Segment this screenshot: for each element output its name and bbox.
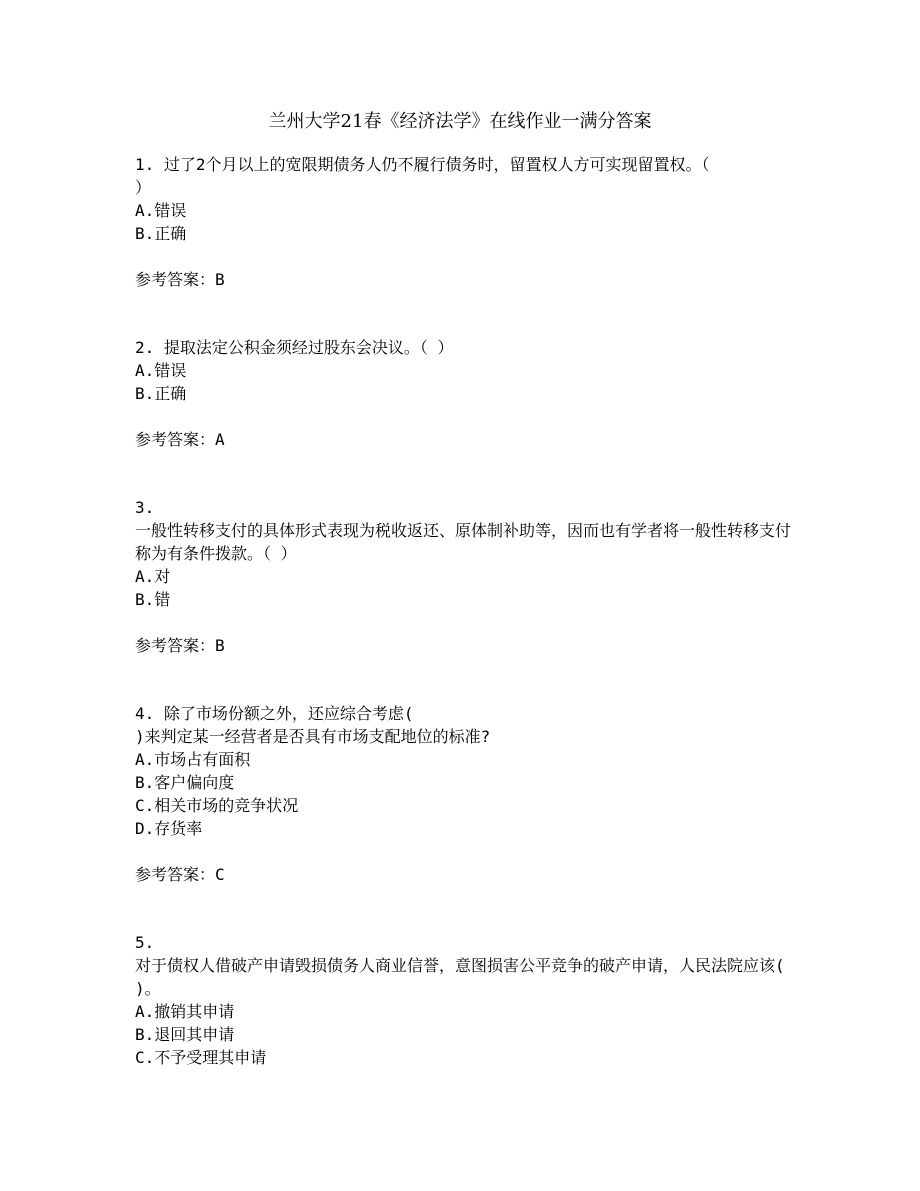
document-title: 兰州大学21春《经济法学》在线作业一满分答案 — [268, 111, 652, 132]
question-text: 1. 过了2个月以上的宽限期债务人仍不履行债务时，留置权人方可实现留置权。（ ） — [135, 155, 710, 197]
spacer — [135, 291, 795, 336]
reference-answer: 参考答案：B — [135, 270, 225, 289]
question-2 — [135, 336, 795, 451]
option-d: D.存货率 — [135, 819, 203, 838]
option-b: B.错 — [135, 590, 171, 609]
question-4 — [135, 702, 795, 886]
question-3 — [135, 496, 795, 657]
option-b: B.正确 — [135, 384, 187, 403]
spacer — [135, 657, 795, 702]
question-text: 2. 提取法定公积金须经过股东会决议。（ ） — [135, 338, 454, 357]
option-a: A.错误 — [135, 361, 187, 380]
reference-answer: 参考答案：A — [135, 430, 225, 449]
option-a: A.撤销其申请 — [135, 1002, 235, 1021]
question-text: 3. 一般性转移支付的具体形式表现为税收返还、原体制补助等，因而也有学者将一般性转移支付称为有条件拨款。（ ） — [135, 498, 792, 563]
question-text: 4. 除了市场份额之外，还应综合考虑( )来判定某一经营者是否具有市场支配地位的标准? — [135, 704, 491, 746]
option-b: B.正确 — [135, 224, 187, 243]
option-a: A.市场占有面积 — [135, 750, 251, 769]
reference-answer: 参考答案：C — [135, 865, 225, 884]
option-b: B.退回其申请 — [135, 1025, 235, 1044]
question-1 — [135, 153, 795, 291]
spacer — [135, 886, 795, 931]
option-a: A.错误 — [135, 201, 187, 220]
option-c: C.不予受理其申请 — [135, 1048, 267, 1067]
option-c: C.相关市场的竞争状况 — [135, 796, 299, 815]
spacer — [135, 451, 795, 496]
question-text: 5. 对于债权人借破产申请毁损债务人商业信誉，意图损害公平竞争的破产申请，人民法院应该( )。 — [135, 933, 785, 998]
option-b: B.客户偏向度 — [135, 773, 235, 792]
option-a: A.对 — [135, 567, 171, 586]
question-list — [135, 153, 795, 1069]
question-5 — [135, 931, 795, 1069]
reference-answer: 参考答案：B — [135, 636, 225, 655]
